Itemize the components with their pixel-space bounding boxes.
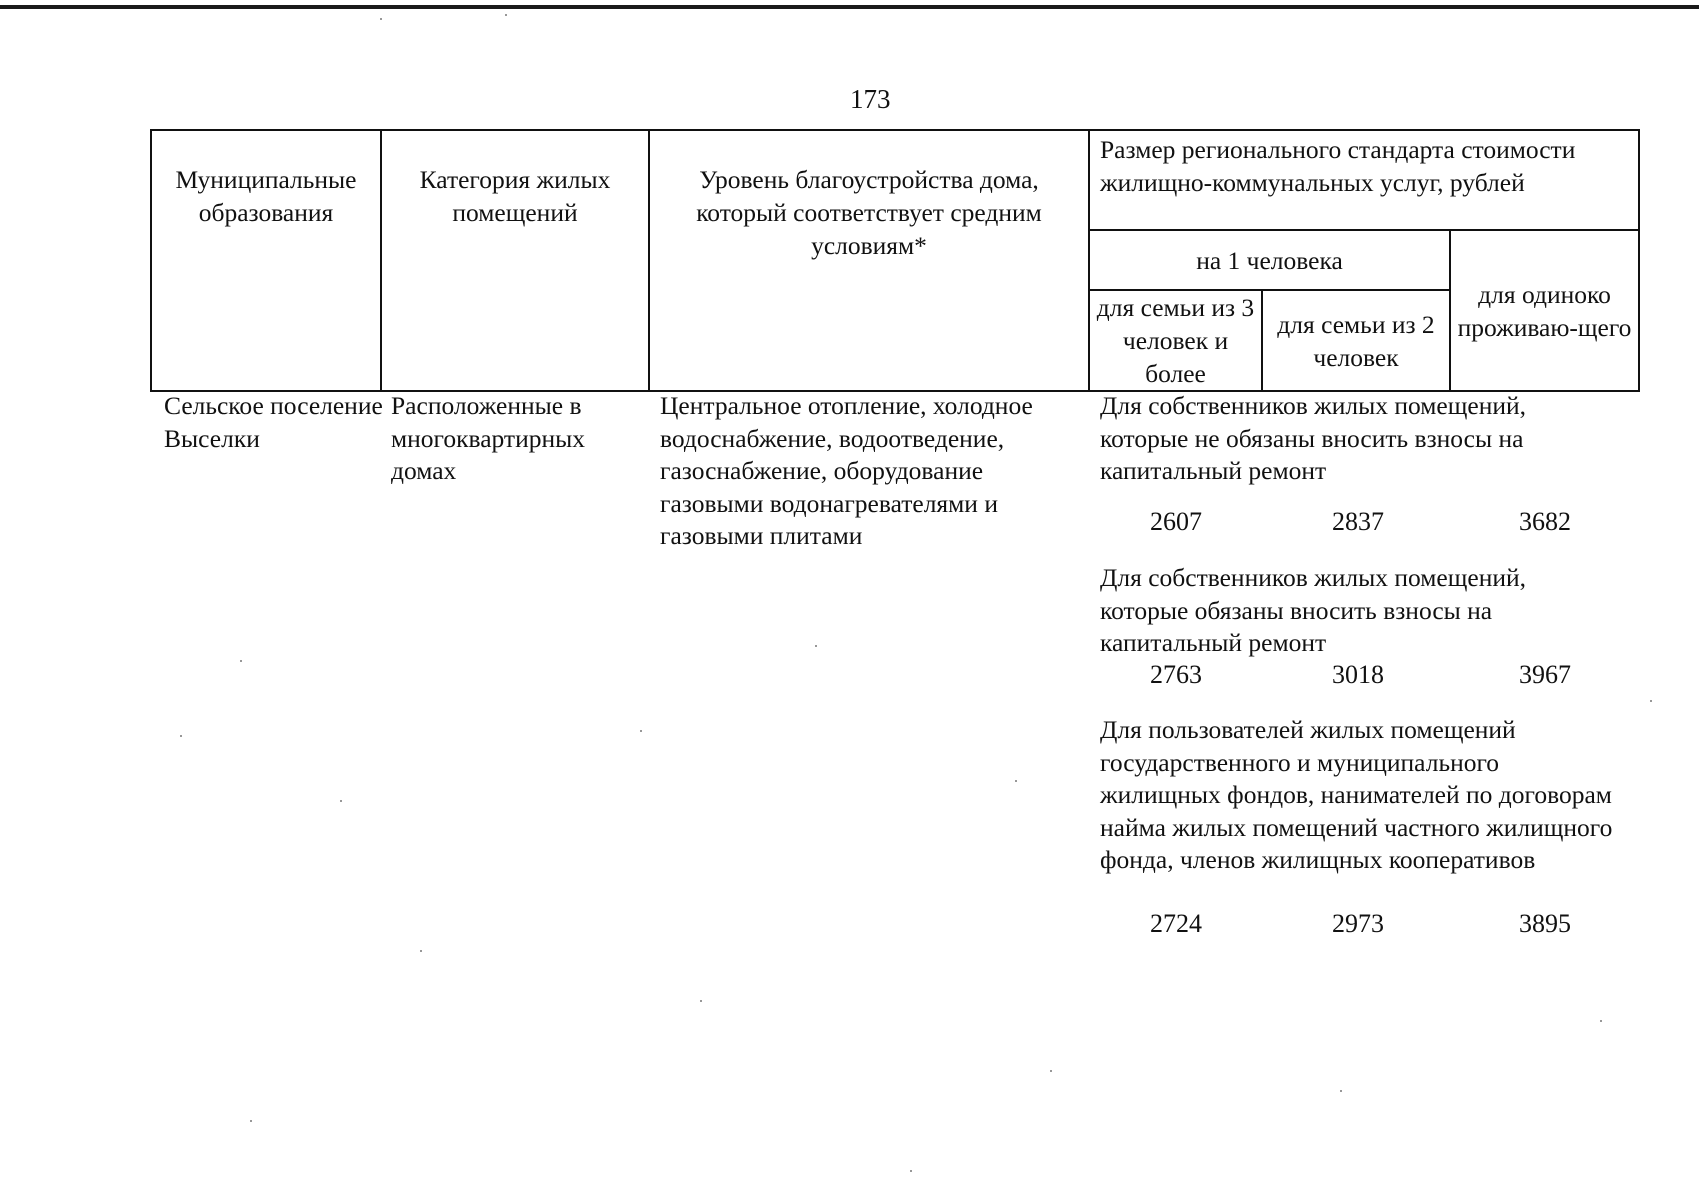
scan-speck (1050, 1070, 1052, 1072)
scan-speck (180, 735, 182, 737)
value-single: 3967 (1519, 660, 1571, 689)
scan-speck (1015, 780, 1017, 782)
value-family-2: 3018 (1332, 660, 1384, 689)
header-table (150, 129, 1640, 392)
group-title-tenants: Для пользователей жилых помещений государственного и муниципального жилищных фондов, нанимателей по договорам найма жилых помещений частного жилищного фонда, членов жилищных кооперативов (1100, 715, 1613, 874)
header-family-3-plus: для семьи из 3 человек и более (1089, 290, 1262, 391)
row-municipality: Сельское поселение Выселки (164, 391, 383, 453)
scan-speck (815, 645, 817, 647)
scan-speck (380, 18, 382, 20)
value-family-2: 2837 (1332, 507, 1384, 536)
scan-speck (1600, 1020, 1602, 1022)
scan-speck (240, 660, 242, 662)
group-title-capital-repair: Для собственников жилых помещений, которые обязаны вносить взносы на капитальный ремонт (1100, 563, 1527, 657)
row-amenity-level: Центральное отопление, холодное водоснабжение, водоотведение, газоснабжение, оборудование газовыми водонагревателями и газовыми плитами (660, 391, 1033, 550)
scan-speck (420, 950, 422, 952)
group-title-no-capital-repair: Для собственников жилых помещений, которые не обязаны вносить взносы на капитальный ремонт (1100, 391, 1527, 485)
header-standard-size: Размер регионального стандарта стоимости жилищно-коммунальных услуг, рублей (1089, 130, 1639, 230)
header-per-person: на 1 человека (1089, 230, 1450, 290)
value-family-3-plus: 2724 (1150, 909, 1202, 938)
scan-speck (340, 800, 342, 802)
scan-speck (505, 14, 507, 16)
row-category: Расположенные в многоквартирных домах (391, 391, 586, 485)
value-single: 3895 (1519, 909, 1571, 938)
header-amenity-level: Уровень благоустройства дома, который соответствует средним условиям* (649, 130, 1089, 391)
scan-speck (1340, 1090, 1342, 1092)
scan-speck (1650, 700, 1652, 702)
value-family-3-plus: 2607 (1150, 507, 1202, 536)
scan-speck (250, 1120, 252, 1122)
header-municipalities: Муниципальные образования (151, 130, 381, 391)
scan-speck (700, 1000, 702, 1002)
top-rule (0, 5, 1699, 9)
value-family-2: 2973 (1332, 909, 1384, 938)
header-family-2: для семьи из 2 человек (1262, 290, 1450, 391)
header-single: для одиноко проживаю-щего (1450, 230, 1639, 391)
scan-speck (910, 1170, 912, 1172)
header-category: Категория жилых помещений (381, 130, 649, 391)
value-family-3-plus: 2763 (1150, 660, 1202, 689)
value-single: 3682 (1519, 507, 1571, 536)
page-number: 173 (850, 84, 891, 114)
scan-speck (640, 730, 642, 732)
